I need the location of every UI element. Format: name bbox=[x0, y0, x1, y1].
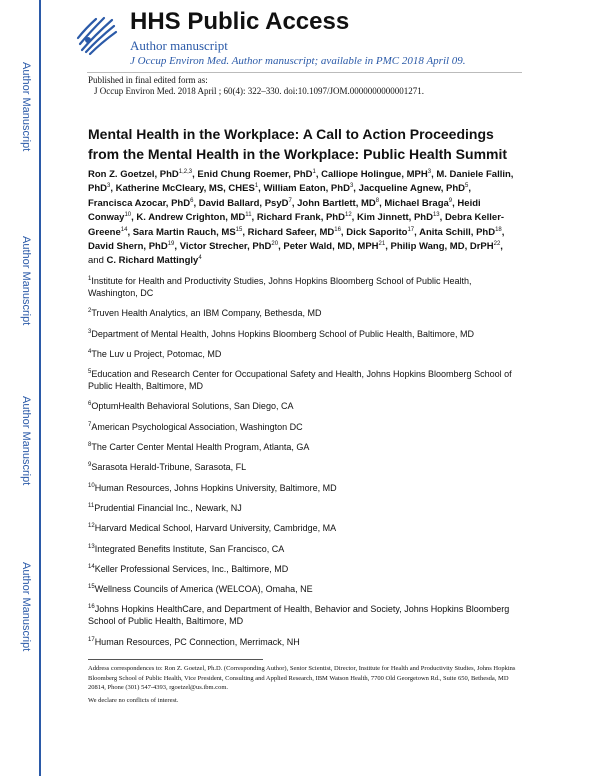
published-label: Published in final edited form as: bbox=[88, 75, 208, 85]
affiliation-number: 4 bbox=[88, 348, 92, 355]
gutter-rule bbox=[39, 0, 41, 776]
author-affiliation-ref: 4 bbox=[198, 255, 202, 262]
affiliation-text: Truven Health Analytics, an IBM Company, Bethesda, MD bbox=[91, 308, 322, 319]
affiliation-text: Prudential Financial Inc., Newark, NJ bbox=[94, 502, 242, 513]
conflict-statement: We declare no conflicts of interest. bbox=[88, 697, 179, 704]
affiliation-number: 17 bbox=[88, 636, 95, 643]
author-name: Francisca Azocar, PhD bbox=[88, 197, 191, 209]
affiliation-item bbox=[88, 348, 520, 360]
author-name: John Bartlett, MD bbox=[297, 197, 376, 209]
hhs-eagle-logo bbox=[72, 10, 122, 60]
affiliation-text: Department of Mental Health, Johns Hopkins Bloomberg School of Public Health, Baltimore, MD bbox=[91, 328, 475, 339]
hhs-public-access-title: HHS Public Access bbox=[130, 8, 350, 35]
affiliation-item bbox=[88, 603, 520, 627]
article-title: Mental Health in the Workplace: A Call to Action Proceedings from the Mental Health in the Workplace: Public Health Summit bbox=[88, 126, 508, 162]
author-affiliation-ref: 1 bbox=[254, 183, 259, 190]
author-name: David Shern, PhD bbox=[88, 241, 168, 253]
author-name: Dick Saporito bbox=[346, 226, 408, 238]
affiliation-text: OptumHealth Behavioral Solutions, San Diego, CA bbox=[91, 401, 294, 412]
affiliation-text: The Carter Center Mental Health Program, Atlanta, GA bbox=[91, 442, 310, 453]
footnote-divider bbox=[88, 659, 263, 660]
author-name: Sara Martin Rauch, MS bbox=[132, 226, 236, 238]
author-affiliation-ref: 12 bbox=[344, 212, 352, 219]
author-affiliation-ref: 17 bbox=[407, 226, 415, 233]
affiliation-item bbox=[88, 482, 520, 494]
affiliation-text: Human Resources, PC Connection, Merrimack, NH bbox=[94, 636, 300, 647]
affiliation-text: Integrated Benefits Institute, San Francisco, CA bbox=[94, 543, 285, 554]
author-name: Victor Strecher, PhD bbox=[179, 241, 272, 253]
affiliation-number: 5 bbox=[88, 369, 92, 376]
side-label-author-manuscript: Author Manuscript bbox=[20, 396, 32, 486]
affiliation-number: 15 bbox=[88, 584, 95, 591]
author-affiliation-ref: 6 bbox=[190, 197, 194, 204]
affiliation-text: American Psychological Association, Washington DC bbox=[91, 421, 303, 432]
affiliation-item bbox=[88, 441, 520, 453]
author-name: Richard Safeer, MD bbox=[247, 226, 335, 238]
author-name: Heidi Conway bbox=[88, 197, 481, 224]
author-affiliation-ref: 18 bbox=[495, 226, 502, 233]
affiliation-number: 16 bbox=[88, 604, 95, 611]
affiliation-number: 14 bbox=[88, 563, 95, 570]
affiliation-number: 6 bbox=[88, 401, 92, 408]
author-name: C. Richard Mattingly bbox=[106, 255, 199, 267]
author-affiliation-ref: 5 bbox=[465, 183, 469, 190]
affiliation-number: 10 bbox=[88, 482, 95, 489]
side-label-author-manuscript: Author Manuscript bbox=[20, 62, 32, 152]
author-name: Kim Jinnett, PhD bbox=[356, 212, 433, 224]
author-affiliation-ref: 11 bbox=[245, 212, 252, 219]
affiliation-item bbox=[88, 368, 520, 392]
author-affiliation-ref: 16 bbox=[334, 226, 341, 233]
affiliation-number: 3 bbox=[88, 328, 92, 335]
affiliation-number: 13 bbox=[88, 543, 95, 550]
author-name: Debra Keller-Greene bbox=[88, 212, 505, 238]
author-name: Ron Z. Goetzel, PhD bbox=[88, 169, 179, 180]
author-name: David Ballard, PsyD bbox=[198, 197, 289, 209]
affiliation-text: Keller Professional Services, Inc., Baltimore, MD bbox=[94, 563, 289, 574]
author-affiliation-ref: 8 bbox=[375, 197, 380, 204]
author-name: Peter Wald, MD, MPH bbox=[283, 241, 379, 253]
affiliation-item bbox=[88, 543, 520, 555]
affiliation-item bbox=[88, 563, 520, 575]
author-affiliation-ref: 20 bbox=[271, 240, 279, 247]
affiliation-item bbox=[88, 400, 520, 412]
affiliation-number: 11 bbox=[88, 502, 95, 509]
affiliation-text: Harvard Medical School, Harvard University, Cambridge, MA bbox=[94, 523, 337, 534]
affiliation-text: Institute for Health and Productivity Studies, Johns Hopkins Bloomberg School of Public Health, Washington, DC bbox=[88, 276, 472, 298]
author-affiliation-ref: 14 bbox=[120, 226, 128, 233]
author-conjunction: and bbox=[88, 255, 107, 267]
author-affiliation-ref: 9 bbox=[448, 197, 453, 204]
affiliation-item bbox=[88, 275, 520, 299]
correspondence-footnote: Address correspondences to: Ron Z. Goetzel, Ph.D. (Corresponding Author), Senior Scientist, Director, Institute for Health and Productivity Studies, Johns Hopkins Bloomberg School of Public Health, Vice President, Consulting and Applied Research, IBM Watson Health, 7700 Old Georgetown Rd., Suite 650, Bethesda, MD 20814, Phone (301) 547-4393, rgoetzel@us.ibm.com. bbox=[88, 665, 516, 691]
author-name: Enid Chung Roemer, PhD bbox=[197, 169, 313, 180]
affiliation-list bbox=[88, 275, 520, 656]
author-name: Richard Frank, PhD bbox=[256, 212, 345, 224]
affiliation-text: Wellness Councils of America (WELCOA), Omaha, NE bbox=[94, 584, 313, 595]
author-affiliation-ref: 19 bbox=[167, 240, 175, 247]
author-name: Michael Braga bbox=[384, 197, 449, 209]
author-affiliation-ref: 21 bbox=[378, 240, 386, 247]
author-affiliation-ref: 7 bbox=[288, 197, 292, 204]
affiliation-item bbox=[88, 328, 520, 340]
header-divider bbox=[87, 72, 522, 73]
author-affiliation-ref: 1 bbox=[312, 168, 316, 175]
author-name: William Eaton, PhD bbox=[263, 183, 350, 195]
affiliation-item bbox=[88, 522, 520, 534]
affiliation-number: 8 bbox=[88, 442, 92, 449]
affiliation-text: Johns Hopkins HealthCare, and Department of Health, Behavior and Society, Johns Hopkins Bloomberg School of Public Health, Baltimore, MD bbox=[88, 604, 510, 627]
affiliation-text: Human Resources, Johns Hopkins University, Baltimore, MD bbox=[94, 482, 337, 493]
affiliation-item bbox=[88, 636, 520, 648]
affiliation-number: 7 bbox=[88, 421, 92, 428]
author-affiliation-ref: 3 bbox=[427, 168, 432, 175]
author-affiliation-ref: 10 bbox=[124, 212, 132, 219]
citation-line: J Occup Environ Med. 2018 April ; 60(4): 322–330. doi:10.1097/JOM.0000000000001271. bbox=[94, 86, 424, 96]
author-manuscript-label: Author manuscript bbox=[130, 38, 228, 53]
affiliation-number: 12 bbox=[88, 523, 95, 530]
author-name: Jacqueline Agnew, PhD bbox=[358, 183, 466, 195]
affiliation-item bbox=[88, 307, 520, 319]
author-name: Calliope Holingue, MPH bbox=[321, 169, 428, 180]
affiliation-number: 9 bbox=[88, 462, 92, 469]
author-name: Philip Wang, MD, DrPH bbox=[390, 241, 494, 253]
author-name: K. Andrew Crighton, MD bbox=[136, 212, 246, 224]
affiliation-item bbox=[88, 502, 520, 514]
author-name: Katherine McCleary, MS, CHES bbox=[115, 183, 255, 195]
affiliation-text: The Luv u Project, Potomac, MD bbox=[91, 348, 222, 359]
affiliation-item bbox=[88, 421, 520, 433]
author-affiliation-ref: 1,2,3 bbox=[178, 168, 193, 175]
author-name: Anita Schill, PhD bbox=[419, 226, 496, 238]
author-name: M. Daniele Fallin, PhD bbox=[88, 169, 514, 195]
affiliation-text: Education and Research Center for Occupational Safety and Health, Johns Hopkins Bloomberg School of Public Health, Baltimore, MD bbox=[88, 369, 512, 392]
affiliation-item bbox=[88, 583, 520, 595]
side-label-author-manuscript: Author Manuscript bbox=[20, 562, 32, 652]
author-affiliation-ref: 22 bbox=[493, 240, 501, 247]
author-affiliation-ref: 3 bbox=[107, 183, 111, 190]
affiliation-number: 2 bbox=[88, 308, 92, 315]
side-label-author-manuscript: Author Manuscript bbox=[20, 236, 32, 326]
affiliation-number: 1 bbox=[88, 276, 92, 282]
author-affiliation-ref: 13 bbox=[432, 212, 440, 219]
author-affiliation-ref: 15 bbox=[235, 226, 243, 233]
affiliation-text: Sarasota Herald-Tribune, Sarasota, FL bbox=[91, 462, 247, 473]
author-affiliation-ref: 3 bbox=[349, 183, 354, 190]
journal-availability-line: J Occup Environ Med. Author manuscript; available in PMC 2018 April 09. bbox=[130, 55, 466, 67]
author-list: Ron Z. Goetzel, PhD$^{1,2,3}$, Enid Chung Roemer, PhD$^1$, Calliope Holingue, MPH$^3$, M. Daniele Fallin, PhD$^3$, Katherine McCleary, MS, CHES$^1$, William Eaton, PhD$^3$, Jacqueline Agnew, PhD$^5$, Francisca Azocar, PhD$^6$, David Ballard, PsyD$^7$, John Bartlett, $MD^8$, Michael Braga$^9$, Heidi Conway$^{10}$, K. Andrew Crighton, MD$^{11}$, Richard Frank, PhD$^{12}$, Kim Jinnett, PhD$^{13}$, Debra Keller-Greene$^{14}$, Sara Martin Rauch, MS$^{15}$, Richard Safeer, MD$^{16}$, Dick Saporito$^{17}$, Anita Schill, PhD$^{18}$, David Shern, PhD$^{19}$, Victor Strecher, PhD$^{20}$, Peter Wald, MD, MPH$^{21}$, Philip Wang, MD, DrPH$^{22}$, and C. Richard Mattingly$^4$ bbox=[88, 168, 514, 267]
affiliation-item bbox=[88, 461, 520, 473]
